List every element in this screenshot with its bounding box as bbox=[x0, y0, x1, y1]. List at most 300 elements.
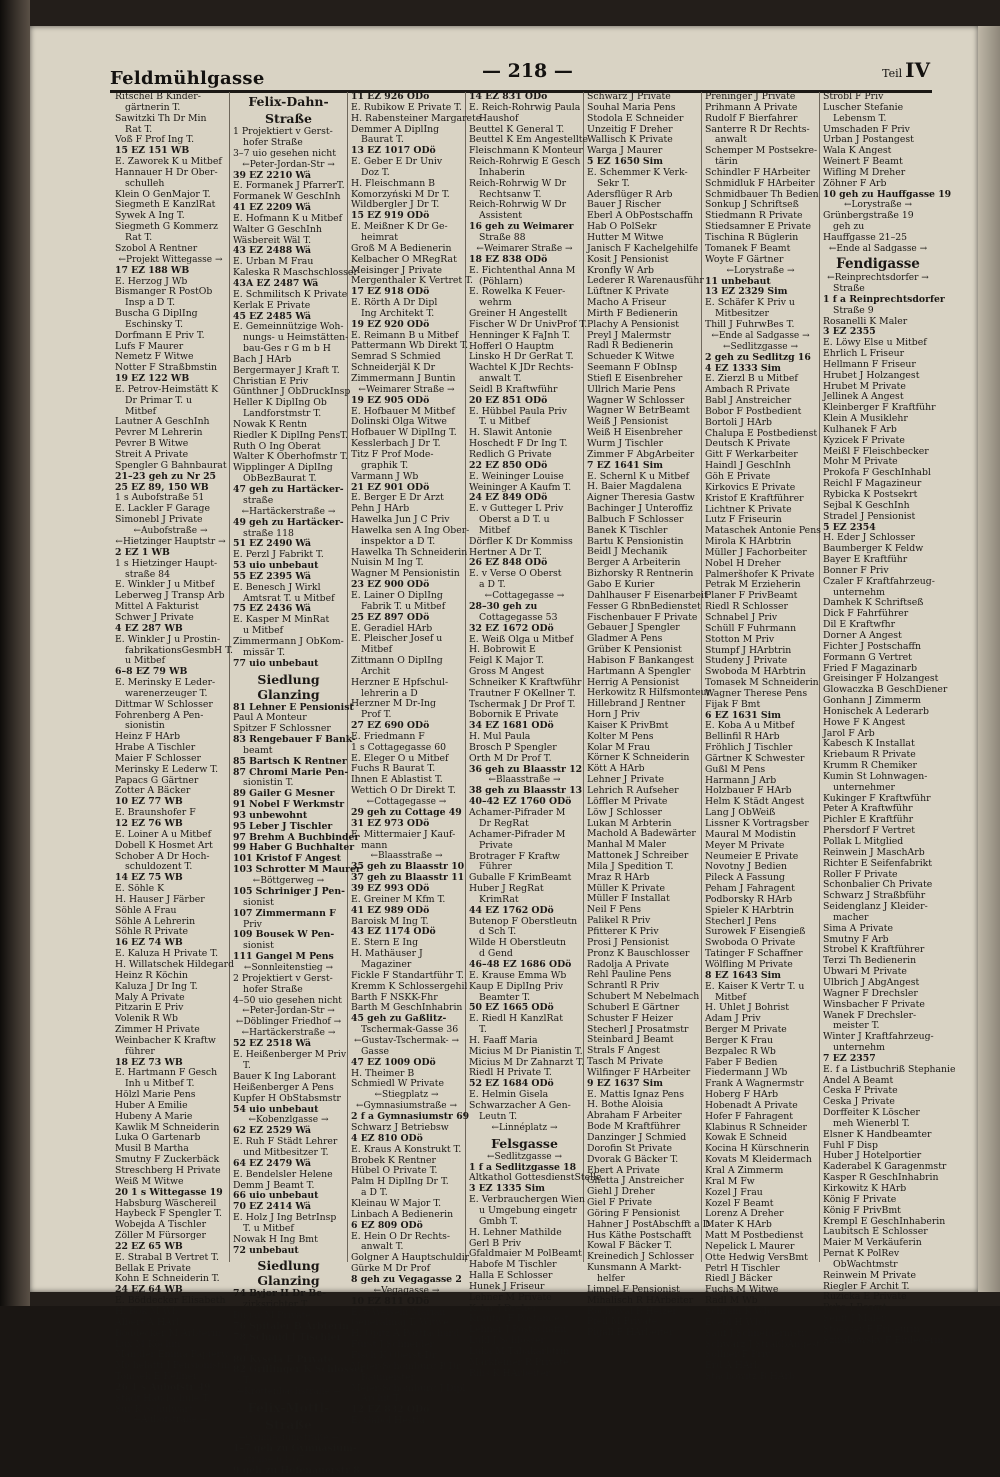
directory-entry: Hoschedt F Dr Ing T. bbox=[469, 438, 568, 450]
part-label bbox=[882, 58, 930, 82]
directory-entry: Hawelka sen A Ing Ober- bbox=[351, 524, 470, 536]
directory-entry: H. Slawit Antonie bbox=[469, 427, 553, 439]
directory-entry: Deutsch K Private bbox=[705, 438, 791, 450]
directory-entry: Schmiedl W Private bbox=[351, 1078, 444, 1090]
directory-entry: Grüber K Pensionist bbox=[587, 644, 682, 656]
directory-entry: Luka O Gartenarb bbox=[115, 1132, 201, 1144]
house-number-entry: 43 EZ 2488 Wä bbox=[233, 245, 312, 257]
directory-entry: Zittmann O DiplIng bbox=[351, 655, 443, 667]
directory-entry: Greisinger F Holzangest bbox=[823, 673, 939, 685]
entry-continuation: fabrikationsGesmbH T. bbox=[125, 644, 233, 656]
entry-continuation: Gmbh T. bbox=[479, 1215, 518, 1227]
directory-entry: Fuhl F Disp bbox=[823, 1139, 878, 1151]
house-number-entry: 82 Grillinger K Schlosser bbox=[233, 1364, 365, 1376]
cross-street-marker: ← Sedlitzgasse → bbox=[705, 342, 816, 353]
directory-entry: Zimmer H Private bbox=[115, 1024, 200, 1036]
directory-entry: Nobel H Dreher bbox=[705, 557, 781, 569]
entry-continuation: Magaziner bbox=[361, 958, 412, 970]
entry-continuation: u Umgebung eingetr bbox=[479, 1205, 577, 1216]
directory-entry: Bach J HArb bbox=[233, 353, 292, 365]
house-number-entry: 4 EZ 287 WB bbox=[115, 622, 183, 634]
directory-entry: Müller J Fachorbeiter bbox=[705, 546, 807, 558]
directory-entry: Stradel J Pensionist bbox=[823, 510, 916, 522]
directory-entry: Orth M Dr Prof T. bbox=[469, 752, 552, 764]
house-number-entry: 10 EZ 811 ODö bbox=[351, 1295, 430, 1307]
directory-entry: Palm H DiplIng Dr T. bbox=[351, 1176, 449, 1188]
directory-entry: Gerl B Priv bbox=[469, 1237, 522, 1249]
cross-street-marker: ← Hietzinger Hauptstr → bbox=[115, 537, 226, 548]
directory-entry: Laubitsch E Schlosser bbox=[823, 1226, 928, 1238]
entry-continuation: d Gend bbox=[479, 948, 513, 960]
directory-entry: Beuttel K Em Angestellte bbox=[469, 134, 589, 146]
directory-entry: Macho A Friseur bbox=[587, 297, 667, 309]
directory-entry: Fiedermann J Wb bbox=[705, 1067, 788, 1079]
directory-entry: E. Meißner K Dr Ge- bbox=[351, 221, 448, 233]
directory-entry: Streit A Private bbox=[115, 449, 189, 460]
directory-entry: Kaup E DiplIng Priv bbox=[469, 980, 563, 992]
entry-continuation: Baumeister bbox=[361, 1371, 416, 1383]
directory-entry: Pfeil M Private bbox=[587, 1316, 658, 1328]
entry-continuation: Eschinsky T. bbox=[125, 318, 184, 330]
directory-entry: Lux M Köchin bbox=[115, 1338, 181, 1350]
directory-entry: Hertner A Dr T. bbox=[469, 546, 542, 558]
directory-entry: Rihs K HArbeiter bbox=[469, 1367, 550, 1379]
house-number-entry: 89 Gailer G Mesner bbox=[233, 788, 335, 800]
directory-entry: E. Schmilitsch K Private bbox=[233, 288, 348, 300]
house-number-entry: 31 EZ 973 ODö bbox=[351, 817, 430, 829]
directory-entry: Kaderabel K Garagenmstr bbox=[823, 1161, 947, 1173]
entry-continuation: nungs- u Heimstätten- bbox=[243, 332, 349, 344]
entry-continuation: a D T. bbox=[361, 1187, 388, 1199]
directory-entry: Surowek F Eisengieß bbox=[705, 926, 806, 938]
directory-entry: Bonner F Priv bbox=[823, 564, 889, 576]
directory-entry: Simonebl J Private bbox=[115, 514, 203, 526]
directory-entry: Kesslerbach J Dr T. bbox=[351, 438, 441, 450]
directory-entry: H. Theimer B bbox=[351, 1067, 415, 1079]
directory-entry: Schwarz J StraßbAngest bbox=[705, 1338, 820, 1350]
directory-entry: Helm K Städt Angest bbox=[705, 796, 805, 808]
directory-entry: Adersflüger R Arb bbox=[587, 188, 673, 200]
street-heading: Fendigasse bbox=[836, 255, 920, 272]
directory-entry: Machold A Badewärter bbox=[587, 828, 696, 840]
directory-entry: Meier-Schomburg P Dr bbox=[351, 1360, 461, 1372]
directory-entry: Barth M GeschInhabrin bbox=[351, 1002, 463, 1014]
directory-entry: E. v Weiseln Marian bbox=[351, 1306, 446, 1318]
directory-entry: Paul A Monteur bbox=[233, 712, 307, 724]
directory-entry: Kawlik M Schneiderin bbox=[115, 1121, 220, 1133]
directory-entry: Barth F NSKK-Fhr bbox=[351, 991, 438, 1003]
directory-entry: Ehrlich L Friseur bbox=[823, 348, 905, 360]
house-number-entry: 103 Schrotter M Maurer bbox=[233, 864, 361, 876]
directory-entry: Luka M Tabakarbtrin bbox=[469, 1345, 569, 1357]
directory-entry: Hübel O Private T. bbox=[351, 1165, 438, 1177]
directory-entry: Plachy A Pensionist bbox=[587, 318, 679, 330]
directory-entry: Bortoli J HArb bbox=[705, 416, 773, 428]
directory-entry: Gabo E Kurier bbox=[587, 578, 655, 590]
directory-entry: Strobel K Kraftführer bbox=[823, 944, 925, 956]
directory-entry: E. Hübbel Paula Priv bbox=[469, 405, 567, 417]
directory-entry: Ryba J Beamt bbox=[823, 1302, 887, 1314]
directory-entry: Lukl J Schlosser bbox=[469, 1335, 546, 1347]
house-number-entry: 19 EZ 905 ODö bbox=[351, 394, 430, 406]
directory-entry: Stiedsamner E Private bbox=[705, 221, 811, 233]
directory-entry: Löffler M Private bbox=[587, 795, 668, 807]
directory-entry: Böddecker M Arbterin bbox=[115, 1327, 221, 1339]
page-header bbox=[110, 54, 930, 94]
cross-street-marker: ← Kobenzlgasse → bbox=[233, 1115, 344, 1126]
entry-continuation: Archit bbox=[361, 665, 391, 677]
street-heading: Felix-Dahn- bbox=[248, 94, 329, 109]
directory-entry: Michelatti J Pensionistin bbox=[115, 1360, 230, 1372]
house-number-entry: 35 geh zu Blaasstr 10 bbox=[351, 861, 465, 873]
directory-entry: Wurm J Tischler bbox=[587, 438, 664, 449]
entry-continuation: T. bbox=[243, 1375, 251, 1387]
cross-street-marker: ← Sonnleitenstieg → bbox=[233, 963, 344, 974]
directory-entry: Maier F Schlosser bbox=[115, 752, 201, 764]
directory-entry: Riedl H Private T. bbox=[469, 1067, 552, 1079]
entry-continuation: graphik T. bbox=[361, 459, 409, 471]
directory-entry: E. Friedmann F bbox=[351, 730, 425, 742]
house-number-entry: 18 EZ 838 ODö bbox=[469, 253, 548, 265]
directory-entry: Klabinus R Schneider bbox=[705, 1121, 807, 1133]
directory-entry: Zöhner F Arb bbox=[823, 177, 887, 189]
house-number-entry: 2 geh zu Sedlitzg 16 bbox=[705, 351, 811, 363]
directory-entry: Stecherl J Prosatmstr bbox=[587, 1023, 689, 1035]
directory-entry: E. Mittermaier J Kauf- bbox=[351, 828, 456, 840]
directory-entry: Wölfling M Private bbox=[705, 958, 793, 970]
house-number-entry: 4 EZ 1333 Sim bbox=[705, 362, 782, 374]
directory-entry: Ecebl H Wb bbox=[705, 1316, 761, 1328]
directory-entry: Kerlak E Private bbox=[233, 299, 311, 311]
directory-entry: Gebauer J Spengler bbox=[587, 622, 680, 634]
directory-entry: Pehn J HArb bbox=[351, 503, 410, 515]
house-number-entry: 38 geh zu Blaasstr 13 bbox=[469, 785, 583, 797]
directory-entry: Dil E Kraftwfhr bbox=[823, 619, 896, 631]
directory-entry: Sawitzki Th Dr Min bbox=[115, 112, 207, 124]
house-number-entry: 55 EZ 2395 Wä bbox=[233, 570, 312, 582]
directory-entry: Müller F Installat bbox=[587, 893, 670, 905]
directory-entry: Pigall F HArbeiter bbox=[587, 1327, 674, 1339]
directory-entry: Tomasek M Schneiderin bbox=[705, 677, 819, 689]
house-number-entry: 72 unbebaut bbox=[233, 1244, 299, 1256]
directory-entry: Dorner A Angest bbox=[823, 629, 902, 641]
directory-entry: E. Hartmann F Gesch bbox=[115, 1067, 218, 1079]
directory-entry: Pernat K PolRev bbox=[823, 1248, 900, 1260]
page-edge bbox=[978, 26, 1000, 1292]
entry-continuation: Mitbef bbox=[125, 405, 157, 417]
directory-entry: Beuttel K General T. bbox=[469, 123, 565, 135]
house-number-entry: 77 uio unbebaut bbox=[233, 657, 319, 669]
directory-entry: Kleinau W Major T. bbox=[351, 1198, 442, 1209]
directory-entry: Söhle R Private bbox=[115, 926, 189, 938]
directory-entry: E. Benesch J Wirkl bbox=[233, 581, 321, 593]
directory-entry: H. Mul Paula bbox=[469, 731, 531, 743]
directory-entry: Baumberger K Feldw bbox=[823, 543, 924, 555]
directory-entry: Ruth O Ing Oberat bbox=[233, 440, 321, 452]
directory-entry: Habsburg Wäschereil bbox=[115, 1197, 217, 1209]
directory-entry: E. Perzl J Fabrikt T. bbox=[233, 549, 324, 561]
directory-entry: Redlich G Private bbox=[469, 449, 552, 460]
directory-entry: Weinbacher K Kraftw bbox=[115, 1034, 216, 1046]
house-number-entry: 93 unbewohnt bbox=[233, 809, 308, 821]
directory-entry: H. Bobrowit E bbox=[469, 644, 536, 656]
directory-entry: Pileck A Fassung bbox=[705, 872, 785, 884]
directory-entry: Dolinski Olga Witwe bbox=[351, 416, 447, 428]
directory-entry: Neumeier E Private bbox=[705, 850, 799, 862]
directory-entry: Giehl J Dreher bbox=[587, 1186, 655, 1198]
directory-entry: Pollak L Mitglied bbox=[823, 836, 904, 847]
directory-entry: Gladmer A Pens bbox=[587, 633, 663, 645]
directory-entry: Danzinger J Schmied bbox=[587, 1132, 687, 1143]
part-number: IV bbox=[905, 58, 930, 82]
entry-continuation: Mitbef bbox=[715, 991, 747, 1003]
directory-entry: Altkathol GottesdienstStelle bbox=[469, 1172, 602, 1184]
directory-entry: E. Herzog J Wb bbox=[115, 275, 188, 287]
cross-street-marker: ← Krottenbachstraße → bbox=[233, 1387, 344, 1398]
directory-entry: Dick F Fahrführer bbox=[823, 608, 909, 620]
entry-continuation: tärin bbox=[715, 156, 738, 168]
directory-entry: Palmeršhofer K Private bbox=[705, 568, 815, 580]
house-number-entry: 22 EZ 65 WB bbox=[115, 1240, 183, 1252]
entry-continuation: Mitbef bbox=[479, 524, 511, 536]
cross-street-marker: ← Linnéplatz → bbox=[469, 1123, 580, 1134]
directory-entry: H. Eder J Schlosser bbox=[823, 532, 915, 544]
cross-street-marker: ← Weimarer Straße → bbox=[351, 385, 462, 396]
directory-entry: Zimmer F AbgArbeiter bbox=[587, 448, 695, 460]
directory-entry: E. Winkler J u Prostin- bbox=[115, 633, 221, 645]
directory-entry: Banek K Tischler bbox=[587, 524, 668, 536]
directory-entry: Adam J Priv bbox=[705, 1013, 761, 1025]
directory-entry: Kral A Zimmerm bbox=[705, 1165, 784, 1176]
house-number-entry: 87 Chromi Marie Pen- bbox=[233, 766, 349, 778]
directory-entry: Kozel J Frau bbox=[705, 1186, 763, 1198]
directory-entry: Preyl J Malermstr bbox=[587, 329, 671, 341]
directory-entry: Fickle F Standartführ T. bbox=[351, 969, 465, 981]
directory-entry: Fuchs R Baurat T. bbox=[351, 763, 436, 775]
entry-continuation: Lebensm T. bbox=[833, 112, 887, 124]
house-number-entry: 20 1 s Wittegasse 19 bbox=[115, 1186, 223, 1198]
house-number-entry: 34 EZ 1681 ODö bbox=[469, 720, 554, 732]
cross-street-marker: ← Gustav-Tschermak- → bbox=[351, 1036, 462, 1047]
directory-entry: Glowaczka B GeschDiener bbox=[823, 684, 948, 696]
directory-entry: Wettich O Dr Direkt T. bbox=[351, 785, 456, 797]
directory-entry: E. Hofbauer M Mitbef bbox=[351, 405, 455, 417]
directory-entry: Spengler G Bahnbaurat bbox=[115, 459, 227, 471]
directory-entry: Bergermayer J Kraft T. bbox=[233, 364, 340, 376]
entry-continuation: unternehmer bbox=[833, 781, 895, 793]
directory-entry: Hölzl Marie Pens bbox=[115, 1089, 196, 1101]
directory-entry: Achamer-Pifrader M bbox=[469, 807, 566, 819]
directory-entry: Giel F Private bbox=[587, 1197, 652, 1209]
directory-entry: Dörfler K Dr Kommiss bbox=[469, 535, 573, 547]
directory-columns bbox=[112, 91, 956, 1476]
directory-entry: E. Strabal B Vertret T. bbox=[115, 1251, 219, 1263]
house-number-entry: 80 Kysela E Private bbox=[233, 1353, 334, 1365]
directory-entry: Warga J Maurer bbox=[587, 145, 663, 157]
house-number-entry: 11 unbebaut bbox=[705, 275, 771, 287]
house-number-entry: 5 EZ 1650 Sim bbox=[587, 156, 664, 168]
entry-continuation: Beamter T. bbox=[479, 991, 531, 1003]
directory-entry: Kumin St Lohnwagen- bbox=[823, 770, 928, 782]
directory-entry: Stiedmann R Private bbox=[705, 210, 803, 222]
directory-entry: Pevrer B Witwe bbox=[115, 438, 189, 450]
directory-entry: E. Fichtenthal Anna M bbox=[469, 264, 576, 276]
entry-continuation: hofer Straße bbox=[243, 983, 303, 995]
directory-entry: Bellak E Private bbox=[115, 1262, 191, 1274]
directory-entry: 1 s Aubofstraße 51 bbox=[115, 492, 205, 504]
directory-entry: Peham J Fahragent bbox=[705, 883, 795, 895]
directory-entry: Howe F K Angest bbox=[823, 716, 906, 728]
cross-street-marker: ← Lorystraße → bbox=[823, 200, 933, 211]
directory-entry: E. Kaiser K Vertr T. u bbox=[705, 980, 805, 992]
directory-entry: E. Gemeinnützige Woh- bbox=[233, 321, 344, 333]
house-number-entry: 10 geh zu Hauffgasse 19 bbox=[823, 188, 952, 200]
directory-entry: Ruzicka E Private bbox=[823, 1291, 907, 1303]
entry-continuation: anwalt bbox=[715, 134, 747, 146]
directory-entry: Günthner J ObDruckInsp bbox=[233, 386, 351, 398]
directory-entry: Titz F Prof Mode- bbox=[351, 449, 434, 460]
directory-entry: Umschaden F Priv bbox=[823, 123, 910, 135]
directory-entry: Streschberg H Private bbox=[115, 1165, 221, 1176]
directory-entry: Phersdorf F Vertret bbox=[823, 825, 915, 837]
directory-entry: Musil B Martha bbox=[115, 1143, 189, 1155]
directory-entry: Berger A Arbeiterin bbox=[587, 557, 681, 569]
directory-entry: E. Geber E Dr Univ bbox=[351, 156, 443, 168]
directory-entry: Albert A HArb bbox=[115, 1316, 183, 1328]
house-number-entry: 29 geh zu Cottage 49 bbox=[351, 807, 462, 818]
directory-entry: E. Rubikow E Private T. bbox=[351, 101, 462, 113]
directory-entry: Meyer M Private bbox=[705, 839, 785, 851]
entry-continuation: Dr RegRat bbox=[479, 818, 529, 829]
directory-entry: Kulhanek F Arb bbox=[823, 423, 897, 435]
directory-entry: Schwer J Private bbox=[115, 611, 194, 623]
directory-entry: Herzner M Dr-Ing bbox=[351, 698, 436, 710]
directory-entry: Notter F Straßbmstin bbox=[115, 362, 218, 374]
entry-continuation: hofer Straße bbox=[243, 136, 303, 148]
directory-entry: Heller K DiplIng Ob bbox=[233, 397, 327, 409]
directory-entry: Gürke M Dr Prof bbox=[351, 1263, 431, 1275]
cross-street-marker: ← Hartäckerstraße → bbox=[233, 507, 344, 518]
directory-entry: Strobl F Priv bbox=[823, 91, 884, 102]
house-number-entry: 36 geh zu Blaasstr 12 bbox=[469, 763, 583, 775]
house-number-entry: 11 EZ 926 ODö bbox=[351, 91, 430, 102]
directory-entry: Smutny F Arb bbox=[823, 933, 889, 945]
entry-continuation: führer bbox=[125, 1045, 155, 1057]
directory-entry: Klein O GenMajor T. bbox=[115, 188, 211, 200]
house-number-entry: 78 Schmid J Tischler bbox=[233, 1331, 342, 1343]
directory-entry: Buscha G DiplIng bbox=[115, 308, 198, 320]
entry-continuation: zirksrichter T. bbox=[243, 1299, 309, 1311]
directory-entry: Mater K HArb bbox=[705, 1219, 772, 1231]
directory-entry: E. Lackler F Garage bbox=[115, 503, 210, 515]
cross-street-marker: ← Blaasstraße → bbox=[351, 851, 462, 862]
directory-entry: Hawelka Jun J C Priv bbox=[351, 514, 450, 526]
directory-entry: E. Kaluza H Private T. bbox=[115, 948, 219, 960]
directory-entry: Klein A Musiklehr bbox=[823, 413, 908, 425]
entry-continuation: schulleh bbox=[125, 177, 165, 189]
cross-street-marker: ← Peter-Jordan-Str → bbox=[233, 1006, 344, 1017]
directory-entry: Fisch K Oberst-Dr bbox=[351, 1349, 437, 1361]
house-number-entry: 41 EZ 989 ODö bbox=[351, 904, 430, 916]
house-number-entry: 18 EZ 73 WB bbox=[115, 1056, 183, 1068]
entry-continuation: und Mitbesitzer T. bbox=[243, 1147, 329, 1159]
house-number-entry: 85 Bartsch K Rentner bbox=[233, 755, 347, 767]
directory-entry: Radolja A Private bbox=[587, 958, 670, 970]
directory-entry: H. Opitz A Postfachard bbox=[351, 1328, 459, 1340]
directory-entry: Dorfmann E Priv T. bbox=[115, 329, 205, 341]
directory-entry: Senft J Maler bbox=[823, 1313, 886, 1325]
directory-entry: Meißl F Fleischbecker bbox=[823, 445, 929, 457]
directory-entry: Habofe M Tischler bbox=[469, 1259, 557, 1271]
directory-entry: Swoboda O Private bbox=[705, 937, 796, 949]
directory-entry: Mirola K HArbtrin bbox=[705, 536, 792, 548]
entry-continuation: u Mitbef bbox=[125, 655, 166, 667]
directory-entry: Santerre R Dr Rechts- bbox=[705, 123, 810, 135]
directory-entry: Bachinger J Unteroffiz bbox=[587, 503, 693, 515]
directory-entry: Mittel A Fakturist bbox=[115, 601, 199, 613]
directory-entry: Mohr M Private bbox=[823, 456, 898, 468]
directory-entry: E. Koba A u Mitbef bbox=[705, 720, 795, 732]
directory-entry: Roller F Private bbox=[823, 868, 898, 880]
directory-entry: Pitzarin E Priv bbox=[115, 1002, 184, 1014]
house-number-entry: 109 Bousek W Pen- bbox=[233, 929, 335, 941]
house-number-entry: 6 EZ 809 ODö bbox=[351, 1219, 423, 1231]
directory-entry: Steinbard J Beamt bbox=[587, 1034, 674, 1046]
directory-entry: Hahner J PostAbschfft a D bbox=[587, 1218, 711, 1230]
column-1 bbox=[112, 91, 235, 1426]
directory-entry: E. Schemmer K Verk- bbox=[587, 166, 688, 178]
directory-entry: Mila J Spedition T. bbox=[587, 860, 674, 872]
directory-entry: Richter E Seifenfabrikt bbox=[823, 857, 933, 869]
directory-entry: Reinwein J MaschArb bbox=[823, 846, 925, 858]
house-number-entry: 47 geh zu Hartäcker- bbox=[233, 484, 344, 495]
directory-entry: Kowal F Bäcker T. bbox=[587, 1240, 673, 1252]
house-number-entry: 105 Schriniger J Pen- bbox=[233, 886, 345, 897]
directory-entry: Schonbalier Ch Private bbox=[823, 879, 933, 891]
directory-entry: Ceska F Private bbox=[823, 1085, 898, 1097]
directory-entry: Kosit J Pensionist bbox=[587, 253, 669, 265]
directory-entry: H. Willatschek Hildegard bbox=[115, 958, 235, 970]
directory-entry: Mraz R HArb bbox=[587, 871, 650, 883]
directory-entry: Bauer J Rischer bbox=[587, 199, 661, 211]
entry-continuation: beamt bbox=[243, 744, 273, 756]
house-number-entry: 24 EZ 64 WB bbox=[115, 1284, 183, 1296]
cross-street-marker: ← Stiegplatz → bbox=[351, 1090, 462, 1101]
directory-entry: Fichter J Postschaffn bbox=[823, 640, 922, 652]
entry-continuation: Baurat T. bbox=[361, 134, 404, 146]
directory-entry: Stachowitz B HArb bbox=[705, 1371, 795, 1383]
directory-entry: Brotrager F Kraftw bbox=[469, 850, 560, 862]
entry-continuation: d Sch T. bbox=[479, 926, 517, 938]
entry-continuation: sionistin T. bbox=[243, 777, 294, 789]
directory-entry: Fröhlich J Tischler bbox=[705, 742, 793, 754]
directory-entry: Christian E Priv bbox=[233, 375, 309, 387]
directory-entry: Winter J Kraftfahrzeug- bbox=[823, 1031, 934, 1043]
directory-entry: Rehl Pauline Pens bbox=[587, 969, 672, 981]
cross-street-marker: ← Vegagasse → bbox=[351, 1286, 462, 1297]
directory-entry: E. Loiner A u Mitbef bbox=[115, 828, 212, 840]
directory-entry: Fijak F Bmt bbox=[705, 698, 761, 710]
entry-continuation: Assistent bbox=[479, 210, 522, 222]
directory-entry: Maural M Modistin bbox=[705, 828, 796, 840]
directory-entry: Zimmermann J ObKom- bbox=[233, 635, 344, 647]
directory-entry: Maly A Private bbox=[115, 991, 185, 1003]
directory-entry: Wala K Angest bbox=[823, 145, 892, 157]
directory-entry: 3–7 uio gesehen nicht bbox=[233, 147, 336, 159]
directory-entry: Kirkowitz K HArb bbox=[823, 1183, 907, 1194]
directory-entry: E. Rörth A Dr Dipl bbox=[351, 297, 438, 309]
house-number-entry: 24 EZ 849 ODö bbox=[469, 492, 548, 504]
